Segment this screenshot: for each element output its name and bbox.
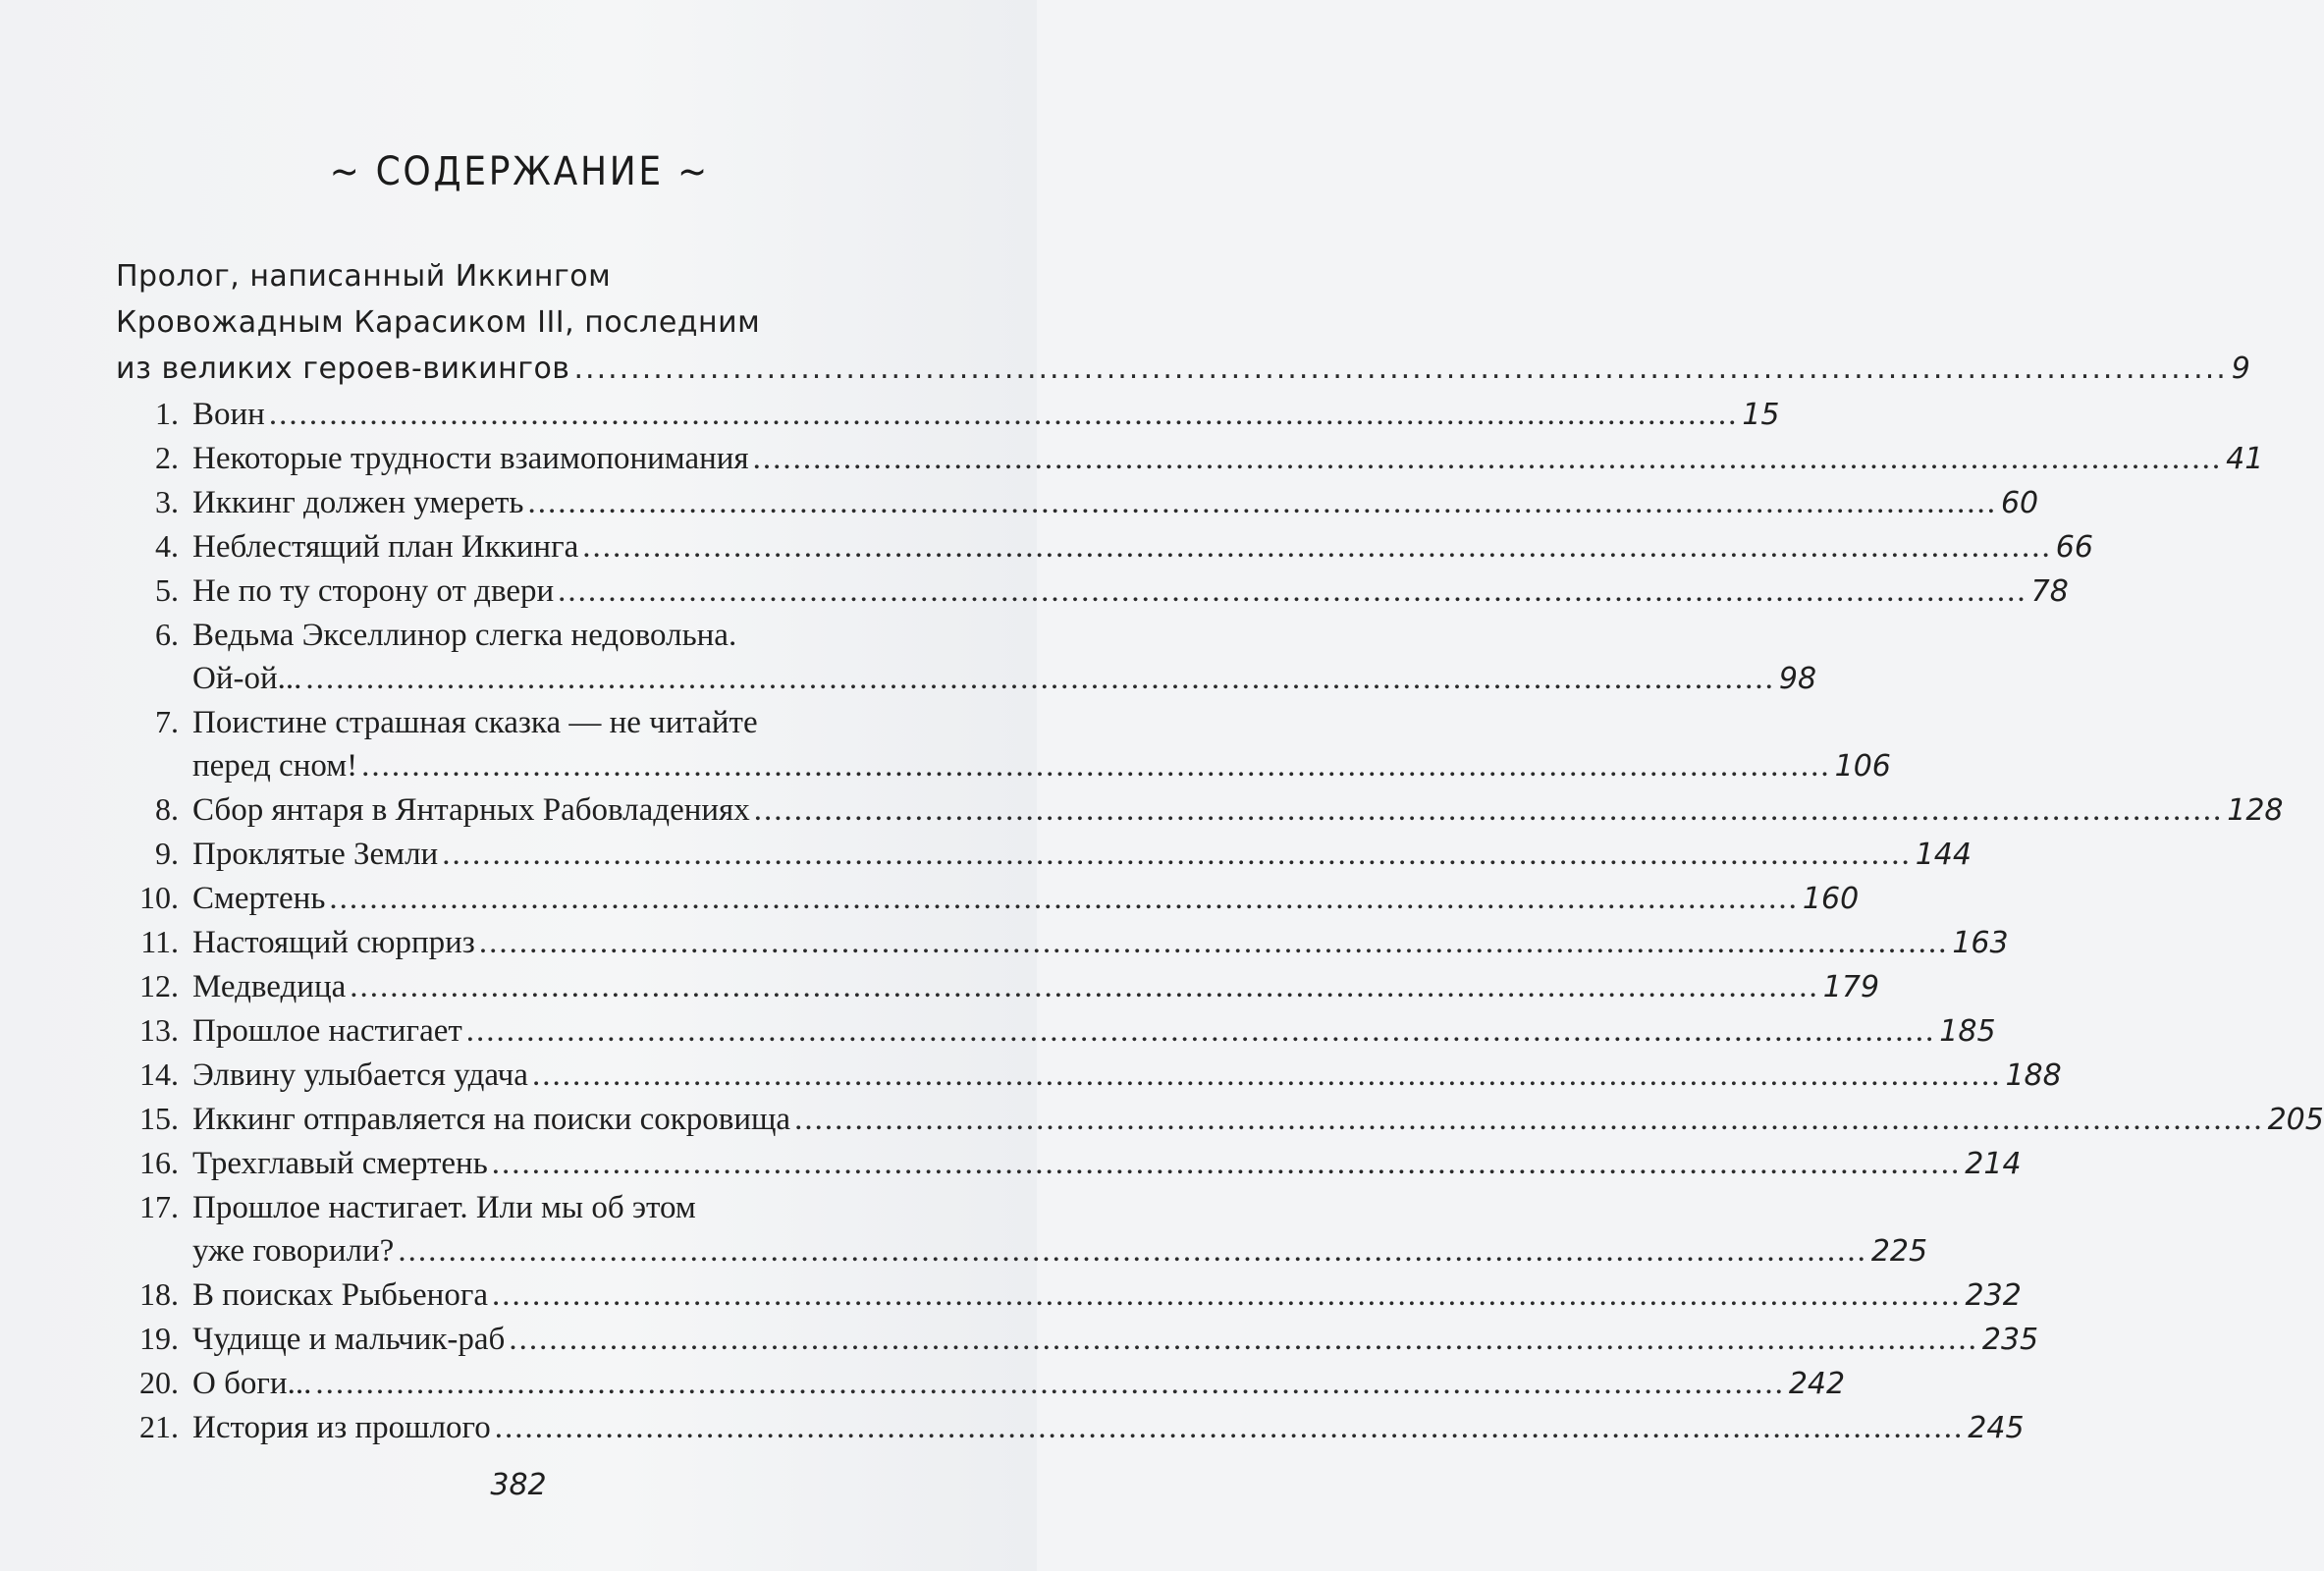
chapter-title: О боги... — [192, 1366, 312, 1401]
chapter-page: 163 — [1952, 926, 2009, 960]
chapter-title-block — [192, 569, 2069, 613]
chapter-number: 21. — [139, 1409, 179, 1444]
toc-entry — [116, 1405, 2025, 1449]
chapter-title-line — [192, 393, 1780, 436]
chapter-title-line — [192, 744, 1891, 787]
chapter-title-line — [192, 1229, 1927, 1273]
chapter-page: 185 — [1939, 1014, 1996, 1049]
chapter-page: 245 — [1968, 1411, 2025, 1445]
toc-entry — [116, 1097, 2324, 1141]
chapter-page: 225 — [1870, 1234, 1928, 1269]
dot-leader — [398, 1229, 1867, 1273]
dot-leader — [315, 1362, 1785, 1405]
dot-leader — [350, 965, 1819, 1008]
chapter-title: перед сном! — [192, 748, 358, 784]
chapter-title: История из прошлого — [192, 1410, 491, 1445]
dot-leader — [754, 788, 2224, 832]
toc-entry — [116, 569, 2069, 613]
chapter-title: Ведьма Экселлинор слегка недовольна. — [192, 618, 737, 653]
dot-leader — [558, 569, 2027, 613]
chapter-title-line — [192, 788, 2284, 832]
dot-leader — [753, 437, 2223, 480]
chapter-page: 98 — [1778, 662, 1817, 696]
chapter-title: Настоящий сюрприз — [192, 925, 475, 960]
chapter-title-block — [192, 525, 2093, 569]
chapter-title-block — [192, 1054, 2062, 1097]
dot-leader — [495, 1406, 1965, 1449]
chapter-page: 106 — [1834, 749, 1891, 784]
chapter-title-block — [192, 1362, 1845, 1405]
dot-leader — [574, 346, 2228, 392]
chapter-number: 14. — [139, 1056, 179, 1092]
chapter-title: Сбор янтаря в Янтарных Рабовладениях — [192, 792, 750, 828]
table-of-contents — [116, 253, 2324, 1449]
toc-entry — [116, 1185, 1928, 1273]
chapter-title-block — [192, 481, 2038, 524]
chapter-page: 205 — [2267, 1103, 2324, 1137]
chapter-title: уже говорили? — [192, 1233, 395, 1269]
chapter-number: 17. — [139, 1189, 179, 1224]
chapter-number: 1. — [155, 396, 179, 431]
dot-leader — [492, 1142, 1962, 1185]
chapter-number: 4. — [155, 528, 179, 564]
chapter-title-line — [192, 614, 1816, 657]
chapter-title: Смертень — [192, 881, 326, 916]
chapter-title-block — [192, 1318, 2038, 1361]
prologue-text: Пролог, написанный Иккингом — [116, 259, 612, 294]
chapter-title: Воин — [192, 397, 265, 432]
chapter-title-line — [192, 1406, 2025, 1449]
chapter-title: Проклятые Земли — [192, 837, 439, 872]
toc-entry — [116, 1273, 2022, 1317]
dot-leader — [269, 393, 1739, 436]
chapter-title-line — [192, 1098, 2324, 1141]
chapter-title: Не по ту сторону от двери — [192, 573, 555, 609]
chapter-number: 8. — [155, 791, 179, 827]
chapter-title-line — [192, 877, 1859, 920]
toc-entry — [116, 524, 2093, 569]
page-title: ~ СОДЕРЖАНИЕ ~ — [329, 148, 710, 194]
chapter-title: Ой-ой... — [192, 661, 302, 696]
chapter-title-block — [192, 1009, 1996, 1053]
chapter-number: 19. — [139, 1321, 179, 1356]
prologue-entry — [116, 253, 2251, 392]
dot-leader — [532, 1054, 2002, 1097]
dot-leader — [305, 657, 1775, 700]
dot-leader — [479, 921, 1949, 964]
chapter-title-line — [192, 965, 1879, 1008]
page-number: 382 — [490, 1468, 547, 1502]
chapter-title-block — [192, 701, 1891, 787]
chapter-title-line — [192, 1362, 1845, 1405]
chapter-title-line — [192, 1009, 1996, 1053]
chapter-title: Медведица — [192, 969, 347, 1004]
prologue-text: Кровожадным Карасиком III, последним — [116, 305, 761, 340]
chapter-number: 9. — [155, 836, 179, 871]
chapter-title-block — [192, 965, 1879, 1008]
dot-leader — [509, 1318, 1978, 1361]
chapter-title: В поисках Рыбьенога — [192, 1277, 489, 1313]
chapter-number: 11. — [140, 924, 179, 959]
chapter-title-block — [192, 833, 1972, 876]
toc-entry — [116, 392, 1780, 436]
chapter-title-line — [192, 1318, 2038, 1361]
chapter-page: 179 — [1822, 970, 1880, 1004]
chapter-number: 3. — [155, 484, 179, 519]
chapter-title: Трехглавый смертень — [192, 1146, 488, 1181]
chapter-number: 7. — [155, 704, 179, 739]
chapter-title-line — [192, 833, 1972, 876]
chapter-number: 12. — [139, 968, 179, 1003]
chapter-title: Некоторые трудности взаимопонимания — [192, 441, 749, 476]
toc-entry — [116, 700, 1891, 787]
toc-entry — [116, 1008, 1996, 1053]
chapter-title: Неблестящий план Иккинга — [192, 529, 579, 565]
dot-leader — [794, 1098, 2264, 1141]
chapter-title-block — [192, 393, 1780, 436]
chapter-title-line — [192, 437, 2263, 480]
chapter-page: 214 — [1965, 1147, 2022, 1181]
toc-entry — [116, 787, 2284, 832]
chapter-title-block — [192, 1406, 2025, 1449]
prologue-line — [116, 299, 986, 346]
chapter-page: 188 — [2005, 1058, 2062, 1093]
chapter-page: 128 — [2227, 793, 2284, 828]
chapter-number: 6. — [155, 617, 179, 652]
chapter-page: 66 — [2055, 530, 2093, 565]
dot-leader — [527, 481, 1997, 524]
toc-entry — [116, 1317, 2039, 1361]
chapter-title-line — [192, 1273, 2022, 1317]
prologue-line — [116, 253, 986, 299]
chapter-title: Иккинг должен умереть — [192, 485, 524, 520]
chapter-title-line — [192, 569, 2069, 613]
chapter-title-line — [192, 525, 2093, 569]
chapter-page: 242 — [1788, 1367, 1846, 1401]
chapter-title-line — [192, 1142, 2022, 1185]
dot-leader — [492, 1273, 1962, 1317]
chapter-number: 2. — [155, 440, 179, 475]
dot-leader — [361, 744, 1831, 787]
toc-entry — [116, 964, 1880, 1008]
chapter-title: Прошлое настигает. Или мы об этом — [192, 1190, 696, 1225]
chapter-page: 232 — [1965, 1278, 2022, 1313]
dot-leader — [466, 1009, 1936, 1053]
prologue-line — [116, 346, 2251, 392]
chapter-title-block — [192, 921, 2009, 964]
dot-leader — [582, 525, 2052, 569]
prologue-text: из великих героев-викингов — [116, 352, 570, 386]
chapter-number: 15. — [139, 1101, 179, 1136]
chapter-title-line — [192, 701, 1891, 744]
chapter-title-block — [192, 1186, 1927, 1273]
toc-entry — [116, 613, 1817, 700]
chapter-page: 41 — [2226, 442, 2264, 476]
chapter-page: 15 — [1742, 398, 1780, 432]
toc-entry — [116, 832, 1972, 876]
chapter-title-line — [192, 1186, 1927, 1229]
chapter-title-block — [192, 1098, 2324, 1141]
dot-leader — [442, 833, 1912, 876]
chapter-title: Чудище и мальчик-раб — [192, 1322, 506, 1357]
chapter-number: 5. — [155, 572, 179, 608]
chapter-title-block — [192, 614, 1816, 700]
chapter-page: 144 — [1915, 838, 1972, 872]
chapter-title: Прошлое настигает — [192, 1013, 462, 1049]
chapter-number: 18. — [139, 1276, 179, 1312]
prologue-page: 9 — [2231, 352, 2251, 386]
chapter-title-block — [192, 877, 1859, 920]
chapter-page: 60 — [2000, 486, 2039, 520]
chapter-title-block — [192, 788, 2284, 832]
chapter-title: Иккинг отправляется на поиски сокровища — [192, 1102, 791, 1137]
toc-entries — [116, 392, 2324, 1449]
toc-entry — [116, 1053, 2062, 1097]
chapter-title-line — [192, 481, 2038, 524]
chapter-title-block — [192, 1142, 2022, 1185]
toc-entry — [116, 480, 2039, 524]
toc-entry — [116, 1141, 2022, 1185]
chapter-title-line — [192, 657, 1816, 700]
chapter-title-line — [192, 921, 2009, 964]
chapter-page: 235 — [1981, 1323, 2039, 1357]
chapter-page: 78 — [2030, 574, 2069, 609]
chapter-title: Элвину улыбается удача — [192, 1057, 528, 1093]
toc-entry — [116, 920, 2009, 964]
dot-leader — [329, 877, 1799, 920]
chapter-title-block — [192, 437, 2263, 480]
chapter-title-block — [192, 1273, 2022, 1317]
chapter-number: 10. — [139, 880, 179, 915]
toc-entry — [116, 876, 1860, 920]
chapter-number: 13. — [139, 1012, 179, 1048]
toc-entry — [116, 436, 2264, 480]
chapter-number: 16. — [139, 1145, 179, 1180]
toc-entry — [116, 1361, 1846, 1405]
chapter-page: 160 — [1802, 882, 1860, 916]
chapter-number: 20. — [139, 1365, 179, 1400]
chapter-title-line — [192, 1054, 2062, 1097]
chapter-title: Поистине страшная сказка — не читайте — [192, 705, 758, 740]
